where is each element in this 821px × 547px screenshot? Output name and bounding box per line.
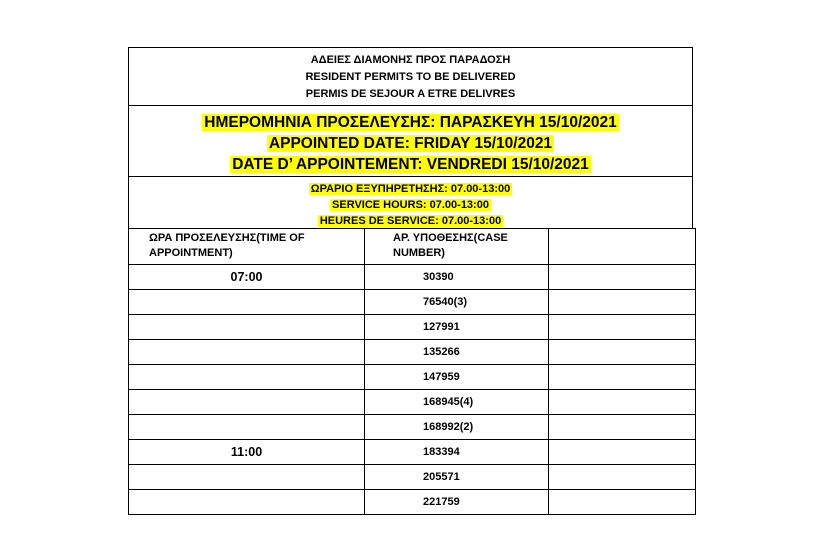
case-number-cell: 147959 xyxy=(365,365,549,390)
appointments-table xyxy=(128,228,696,515)
service-hours-french: HEURES DE SERVICE: 07.00-13:00 xyxy=(319,215,502,227)
appointment-date-french: DATE D’ APPOINTEMENT: VENDREDI 15/10/2021 xyxy=(232,156,589,173)
case-number-cell: 76540(3) xyxy=(365,290,549,315)
table-header-row xyxy=(129,229,696,265)
document-header xyxy=(128,47,693,105)
service-hours-english: SERVICE HOURS: 07.00-13:00 xyxy=(332,199,489,211)
empty-cell xyxy=(549,440,696,465)
appointment-date-greek: ΗΜΕΡΟΜΗΝΙΑ ΠΡΟΣΕΛΕΥΣΗΣ: ΠΑΡΑΣΚΕΥΗ 15/10/2021 xyxy=(204,114,617,131)
case-number-cell: 205571 xyxy=(365,465,549,490)
appointment-time-cell xyxy=(129,365,365,390)
permits-document xyxy=(128,47,693,515)
table-row xyxy=(129,340,696,365)
case-number-cell: 168945(4) xyxy=(365,390,549,415)
empty-cell xyxy=(549,290,696,315)
appointment-time-cell xyxy=(129,465,365,490)
empty-cell xyxy=(549,490,696,515)
appointment-time-cell xyxy=(129,390,365,415)
appointment-time-cell xyxy=(129,290,365,315)
appointment-time-cell: 11:00 xyxy=(129,440,365,465)
appointment-time-cell xyxy=(129,340,365,365)
header-greek: ΑΔΕΙΕΣ ΔΙΑΜΟΝΗΣ ΠΡΟΣ ΠΑΡΑΔΟΣΗ xyxy=(310,54,511,66)
case-number-cell: 135266 xyxy=(365,340,549,365)
table-row xyxy=(129,415,696,440)
column-header-time: ΩΡΑ ΠΡΟΣΕΛΕΥΣΗΣ(TIME OF APPOINTMENT) xyxy=(129,229,365,265)
table-row xyxy=(129,390,696,415)
case-number-cell: 168992(2) xyxy=(365,415,549,440)
empty-cell xyxy=(549,415,696,440)
empty-cell xyxy=(549,265,696,290)
table-row xyxy=(129,465,696,490)
empty-cell xyxy=(549,315,696,340)
service-hours-greek: ΩΡΑΡΙΟ ΕΞΥΠΗΡΕΤΗΣΗΣ: 07.00-13:00 xyxy=(310,183,511,195)
appointment-date-english: APPOINTED DATE: FRIDAY 15/10/2021 xyxy=(268,135,553,152)
appointment-date-block xyxy=(128,105,693,176)
appointment-time-cell xyxy=(129,490,365,515)
table-row xyxy=(129,440,696,465)
appointment-time-cell: 07:00 xyxy=(129,265,365,290)
empty-cell xyxy=(549,465,696,490)
empty-cell xyxy=(549,390,696,415)
table-row xyxy=(129,290,696,315)
empty-cell xyxy=(549,340,696,365)
case-number-cell: 183394 xyxy=(365,440,549,465)
case-number-cell: 127991 xyxy=(365,315,549,340)
appointment-time-cell xyxy=(129,415,365,440)
case-number-cell: 30390 xyxy=(365,265,549,290)
header-english: RESIDENT PERMITS TO BE DELIVERED xyxy=(305,71,516,83)
case-number-cell: 221759 xyxy=(365,490,549,515)
table-row xyxy=(129,365,696,390)
header-french: PERMIS DE SEJOUR A ETRE DELIVRES xyxy=(305,88,516,100)
service-hours-block xyxy=(128,176,693,228)
table-row xyxy=(129,490,696,515)
empty-cell xyxy=(549,365,696,390)
table-row xyxy=(129,315,696,340)
column-header-empty xyxy=(549,229,696,265)
appointment-time-cell xyxy=(129,315,365,340)
column-header-case: ΑΡ. ΥΠΟΘΕΣΗΣ(CASE NUMBER) xyxy=(365,229,549,265)
table-row xyxy=(129,265,696,290)
